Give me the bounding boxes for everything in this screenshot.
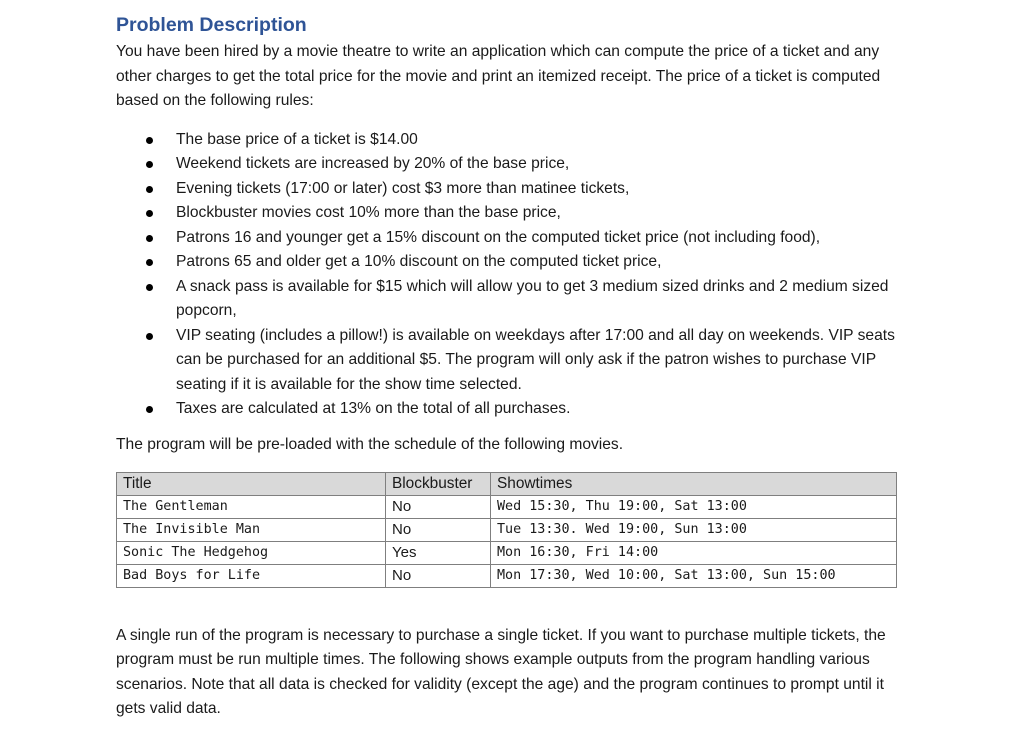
section-heading: Problem Description [116,14,307,36]
movie-showtimes: Wed 15:30, Thu 19:00, Sat 13:00 [491,495,897,518]
movie-showtimes: Tue 13:30. Wed 19:00, Sun 13:00 [491,518,897,541]
rule-item: A snack pass is available for $15 which will allow you to get 3 medium sized drinks and 2 medium sized popcorn, [116,275,896,324]
bullet-icon [146,406,153,413]
rule-item: Weekend tickets are increased by 20% of the base price, [116,152,896,177]
rule-item: The base price of a ticket is $14.00 [116,128,896,153]
movie-blockbuster: No [386,518,491,541]
rule-item: VIP seating (includes a pillow!) is available on weekdays after 17:00 and all day on weekends. VIP seats can be purchased for an additional $5. The program will only ask if the patron wishes to purchase VIP seating if it is available for the show time selected. [116,324,896,398]
movie-blockbuster: Yes [386,541,491,564]
bullet-icon [146,210,153,217]
movie-title: Bad Boys for Life [117,564,386,587]
movie-title: The Gentleman [117,495,386,518]
document-page [116,12,906,722]
bullet-icon [146,333,153,340]
bullet-icon [146,259,153,266]
rule-item: Taxes are calculated at 13% on the total of all purchases. [116,397,896,422]
table-row [117,564,897,587]
table-row [117,518,897,541]
intro-paragraph: You have been hired by a movie theatre to write an application which can compute the price of a ticket and any other charges to get the total price for the movie and print an itemized receipt. The price of a ticket is computed based on the following rules: [116,43,881,109]
pricing-rules-list [116,128,906,422]
movie-schedule-table [116,472,897,588]
rule-item: Blockbuster movies cost 10% more than the base price, [116,201,896,226]
rule-item: Evening tickets (17:00 or later) cost $3 more than matinee tickets, [116,177,896,202]
bullet-icon [146,161,153,168]
table-row [117,541,897,564]
closing-paragraph: A single run of the program is necessary to purchase a single ticket. If you want to purchase multiple tickets, the program must be run multiple times. The following shows example outputs from the program handling various scenarios. Note that all data is checked for validity (except the age) and the program continues to prompt until it gets valid data. [116,626,886,717]
movie-showtimes: Mon 17:30, Wed 10:00, Sat 13:00, Sun 15:00 [491,564,897,587]
header-title: Title [117,472,386,495]
table-row [117,495,897,518]
rule-item: Patrons 16 and younger get a 15% discount on the computed ticket price (not including food), [116,226,896,251]
rule-item: Patrons 65 and older get a 10% discount on the computed ticket price, [116,250,896,275]
bullet-icon [146,235,153,242]
header-blockbuster: Blockbuster [386,472,491,495]
movie-title: Sonic The Hedgehog [117,541,386,564]
bullet-icon [146,186,153,193]
bullet-icon [146,284,153,291]
schedule-intro: The program will be pre-loaded with the schedule of the following movies. [116,435,624,453]
header-showtimes: Showtimes [491,472,897,495]
bullet-icon [146,137,153,144]
movie-title: The Invisible Man [117,518,386,541]
movie-showtimes: Mon 16:30, Fri 14:00 [491,541,897,564]
table-header-row [117,472,897,495]
movie-blockbuster: No [386,564,491,587]
movie-blockbuster: No [386,495,491,518]
